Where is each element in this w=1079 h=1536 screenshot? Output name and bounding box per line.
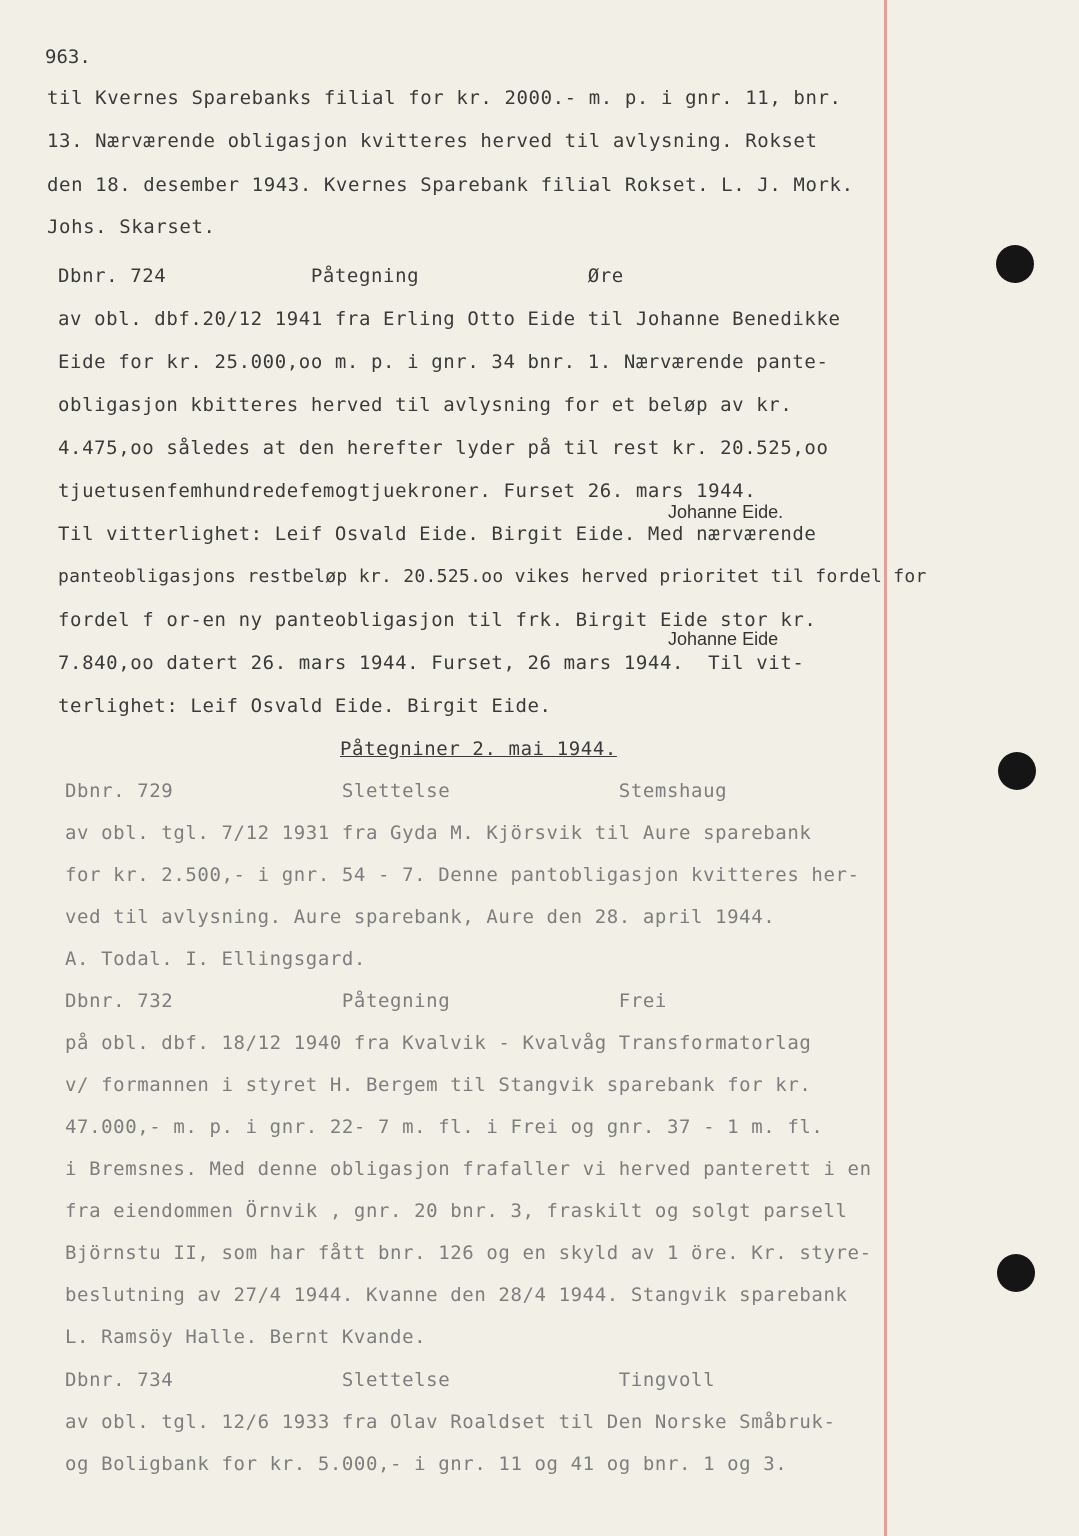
text-line: den 18. desember 1943. Kvernes Sparebank filial Rokset. L. J. Mork. — [47, 174, 854, 196]
text-line: ved til avlysning. Aure sparebank, Aure den 28. april 1944. — [65, 906, 776, 928]
punch-hole — [996, 245, 1034, 283]
text-line: av obl. tgl. 12/6 1933 fra Olav Roaldset til Den Norske Småbruk- — [65, 1411, 836, 1433]
section-heading: Påtegniner 2. mai 1944. — [340, 738, 617, 760]
text-line: L. Ramsöy Halle. Bernt Kvande. — [65, 1326, 427, 1348]
handwritten-signature: Johanne Eide. — [668, 502, 784, 522]
text-line: tjuetusenfemhundredefemogtjuekroner. Furset 26. mars 1944. — [58, 480, 757, 502]
margin-rule — [884, 0, 887, 1536]
text-line: til Kvernes Sparebanks filial for kr. 2000.- m. p. i gnr. 11, bnr. — [47, 87, 842, 109]
page-number: 963. — [45, 46, 91, 68]
text-line: Til vitterlighet: Leif Osvald Eide. Birgit Eide. Med nærværende — [58, 523, 817, 545]
punch-hole — [998, 752, 1036, 790]
entry-header: Dbnr. 732 Påtegning Frei — [65, 990, 667, 1012]
entry-header: Dbnr. 729 Slettelse Stemshaug — [65, 780, 728, 802]
text-line: 7.840,oo datert 26. mars 1944. Furset, 26 mars 1944. Til vit- — [58, 652, 805, 674]
text-line: fordel f or-en ny panteobligasjon til frk. Birgit Eide stor kr. — [58, 609, 817, 631]
text-line: Eide for kr. 25.000,oo m. p. i gnr. 34 bnr. 1. Nærværende pante- — [58, 351, 829, 373]
text-line: Johs. Skarset. — [47, 216, 216, 238]
text-line: i Bremsnes. Med denne obligasjon frafaller vi herved panterett i en — [65, 1158, 872, 1180]
entry-header: Dbnr. 734 Slettelse Tingvoll — [65, 1369, 716, 1391]
text-line: på obl. dbf. 18/12 1940 fra Kvalvik - Kvalvåg Transformatorlag — [65, 1032, 812, 1054]
text-line: panteobligasjons restbeløp kr. 20.525.oo vikes herved prioritet til fordel for — [58, 566, 927, 587]
text-line: beslutning av 27/4 1944. Kvanne den 28/4 1944. Stangvik sparebank — [65, 1284, 848, 1306]
text-line: 13. Nærværende obligasjon kvitteres herved til avlysning. Rokset — [47, 130, 818, 152]
text-line: av obl. tgl. 7/12 1931 fra Gyda M. Kjörsvik til Aure sparebank — [65, 822, 812, 844]
text-line: v/ formannen i styret H. Bergem til Stangvik sparebank for kr. — [65, 1074, 812, 1096]
text-line: for kr. 2.500,- i gnr. 54 - 7. Denne pantobligasjon kvitteres her- — [65, 864, 860, 886]
text-line: 47.000,- m. p. i gnr. 22- 7 m. fl. i Frei og gnr. 37 - 1 m. fl. — [65, 1116, 824, 1138]
text-line: fra eiendommen Örnvik , gnr. 20 bnr. 3, fraskilt og solgt parsell — [65, 1200, 848, 1222]
text-line: obligasjon kbitteres herved til avlysning for et beløp av kr. — [58, 394, 793, 416]
text-line: 4.475,oo således at den herefter lyder på til rest kr. 20.525,oo — [58, 437, 829, 459]
entry-header: Dbnr. 724 Påtegning Øre — [58, 265, 624, 287]
text-line: Björnstu II, som har fått bnr. 126 og en skyld av 1 öre. Kr. styre- — [65, 1242, 872, 1264]
text-line: A. Todal. I. Ellingsgard. — [65, 948, 366, 970]
punch-hole — [997, 1254, 1035, 1292]
text-line: og Boligbank for kr. 5.000,- i gnr. 11 og 41 og bnr. 1 og 3. — [65, 1453, 788, 1475]
text-line: av obl. dbf.20/12 1941 fra Erling Otto Eide til Johanne Benedikke — [58, 308, 841, 330]
text-line: terlighet: Leif Osvald Eide. Birgit Eide. — [58, 695, 552, 717]
handwritten-signature: Johanne Eide — [668, 629, 779, 649]
